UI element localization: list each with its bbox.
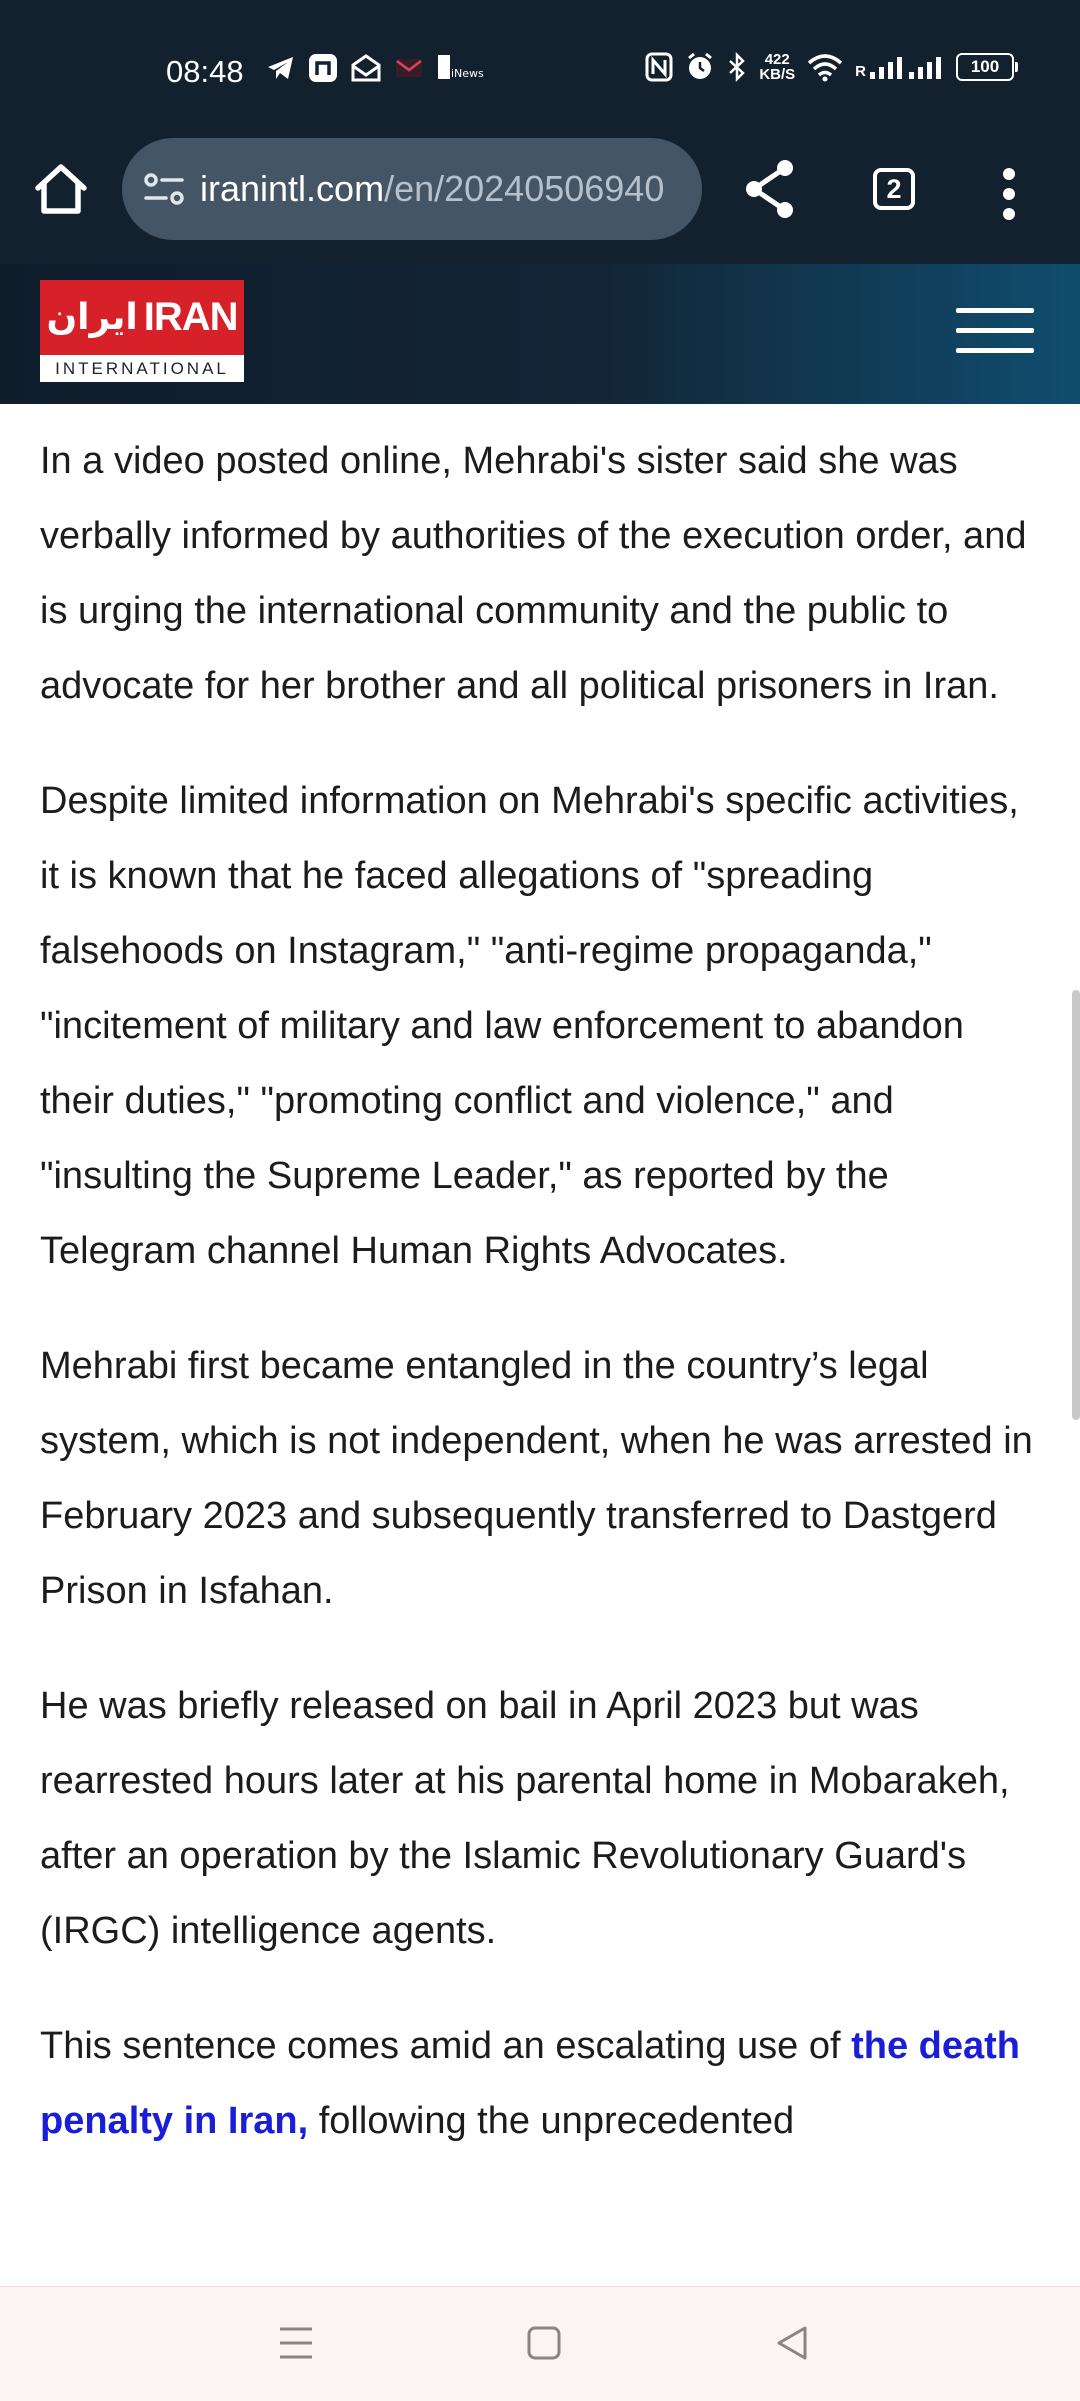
logo-mark — [40, 280, 244, 355]
article-paragraph: He was briefly released on bail in April 2023 but was rearrested hours later at his parental home in Mobarakeh, after an operation by the Islamic Revolutionary Guard's (IRGC) intelligence agents. — [40, 1685, 1010, 1952]
status-time: 08:48 — [166, 54, 244, 89]
square-home-icon — [527, 2323, 561, 2363]
paragraph-text: following the unprecedented — [308, 2100, 795, 2142]
link-comma: , — [297, 2100, 309, 2142]
gmail-icon — [394, 56, 424, 80]
system-navigation-bar — [0, 2286, 1080, 2401]
home-nav-button[interactable] — [527, 2323, 561, 2363]
back-triangle-icon — [775, 2323, 809, 2363]
url-text — [200, 168, 664, 210]
more-vert-icon — [1000, 164, 1018, 224]
death-penalty-link[interactable]: the death penalty in Iran — [40, 2025, 1021, 2142]
telegram-icon — [266, 54, 296, 82]
paragraph-text: This sentence comes amid an escalating use of — [40, 2025, 852, 2067]
battery-level: 100 — [970, 57, 1000, 76]
network-speed — [759, 52, 795, 82]
network-speed-value: 422 — [764, 51, 790, 68]
logo-persian-text: ایران — [46, 297, 138, 338]
recent-apps-button[interactable] — [278, 2323, 314, 2363]
site-settings-icon[interactable] — [142, 171, 186, 207]
site-header — [0, 264, 1080, 404]
page-scrollbar[interactable] — [1072, 990, 1080, 1420]
battery-indicator — [956, 53, 1014, 81]
bluetooth-icon — [727, 52, 747, 82]
cellular-signal-icon — [855, 54, 944, 80]
svg-text:iNews: iNews — [451, 67, 484, 80]
back-nav-button[interactable] — [775, 2323, 809, 2363]
hamburger-menu-icon — [956, 306, 1034, 356]
site-menu-button[interactable] — [956, 306, 1034, 356]
signal-label: R — [855, 63, 866, 80]
browser-toolbar — [0, 128, 1080, 264]
share-button[interactable] — [740, 154, 800, 224]
site-logo[interactable] — [40, 280, 244, 382]
logo-subtitle: INTERNATIONAL — [55, 358, 229, 378]
recents-menu-icon — [278, 2323, 314, 2363]
share-icon — [740, 154, 800, 224]
article-body — [40, 404, 1045, 2199]
status-app-icons — [266, 53, 484, 83]
article-paragraph: In a video posted online, Mehrabi's sister said she was verbally informed by authorities of the execution order, and is urging the international community and the public to advocate for her brother and all political prisoners in Iran. — [40, 440, 1027, 707]
home-icon — [30, 158, 92, 220]
news-app-icon — [436, 53, 484, 83]
status-system-icons — [645, 52, 1014, 82]
home-button[interactable] — [30, 158, 92, 220]
alarm-icon — [685, 52, 715, 82]
status-bar — [0, 0, 1080, 128]
tab-count: 2 — [886, 173, 902, 204]
article-paragraph — [40, 2009, 1045, 2159]
url-domain: iranintl.com — [200, 168, 385, 209]
article-paragraph: Mehrabi first became entangled in the country’s legal system, which is not independent, when he was arrested in February 2023 and subsequently transferred to Dastgerd Prison in Isfahan. — [40, 1345, 1033, 1612]
address-bar[interactable] — [122, 138, 702, 240]
tab-switcher-button[interactable] — [873, 168, 915, 210]
mail-app-icon — [350, 53, 382, 83]
nfc-icon — [645, 52, 673, 82]
article-paragraph: Despite limited information on Mehrabi's specific activities, it is known that he faced allegations of "spreading falsehoods on Instagram," "anti-regime propaganda," "incitement of military and law enforcement to abandon their duties," "promoting conflict and violence," and "insulting the Supreme Leader," as reported by the Telegram channel Human Rights Advocates. — [40, 780, 1019, 1272]
network-speed-unit: KB/S — [759, 66, 796, 83]
n-app-icon — [308, 53, 338, 83]
url-path: /en/20240506940 — [384, 168, 665, 209]
browser-menu-button[interactable] — [1000, 164, 1018, 224]
wifi-icon — [807, 52, 843, 82]
logo-english-text: IRAN — [143, 295, 238, 339]
